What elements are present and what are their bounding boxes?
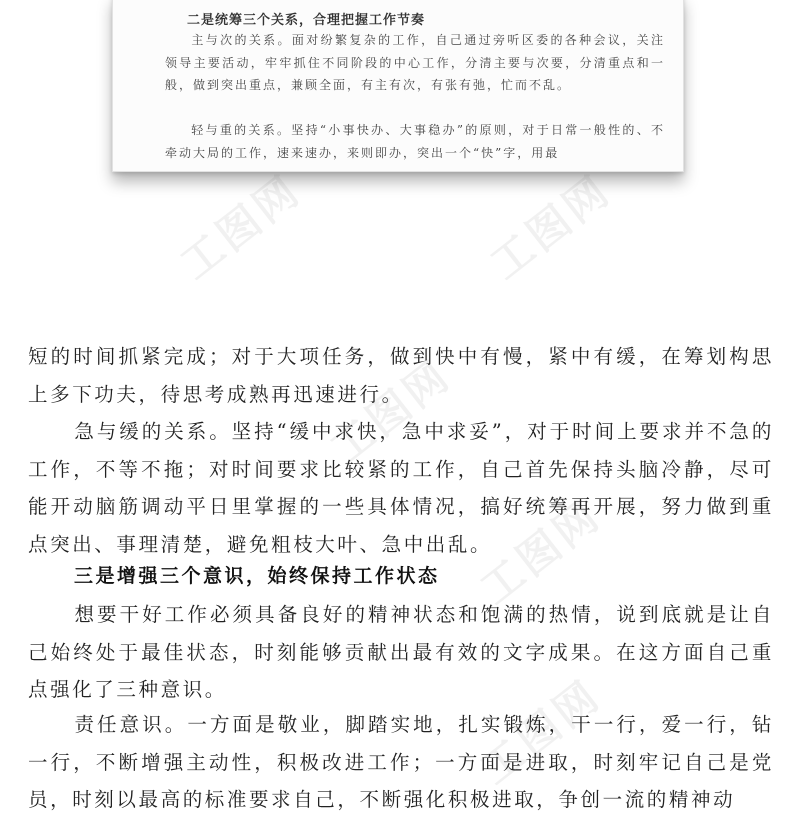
card-paragraph	[165, 119, 665, 164]
watermark: 工图网	[321, 350, 461, 474]
section-heading: 三是增强三个意识，始终保持工作状态	[74, 565, 440, 587]
body-paragraph-text: 急与缓的关系。坚持“缓中求快，急中求妥”，对于时间上要求并不急的工作，不等不拖；对时间要求比较紧的工作，自己首先保持头脑冷静，尽可能开动脑筋调动平日里掌握的一些具体情况，搞好统筹再开展，努力做到重点突出、事理清楚，避免粗枝大叶、急中出乱。	[28, 420, 774, 556]
card-paragraph-text: 主与次的关系。面对纷繁复杂的工作，自己通过旁听区委的各种会议，关注领导主要活动，牢牢抓住不同阶段的中心工作，分清主要与次要，分清重点和一般，做到突出重点，兼顾全面，有主有次，有张有弛，忙而不乱。	[165, 33, 665, 92]
page-preview-card	[112, 0, 684, 172]
watermark: 工图网	[471, 670, 611, 794]
card-paragraph	[165, 29, 665, 97]
body-paragraph	[28, 596, 774, 709]
body-paragraph	[28, 413, 774, 563]
watermark: 工图网	[481, 165, 621, 289]
body-paragraph-text: 想要干好工作必须具备良好的精神状态和饱满的热情，说到底就是让自己始终处于最佳状态，时刻能够贡献出最有效的文字成果。在这方面自己重点强化了三种意识。	[28, 603, 774, 701]
body-paragraph-text: 责任意识。一方面是敬业，脚踏实地，扎实锻炼，干一行，爱一行，钻一行，不断增强主动性，积极改进工作；一方面是进取，时刻牢记自己是党员，时刻以最高的标准要求自己，不断强化积极进取，争创一流的精神动	[28, 713, 774, 811]
watermark: 工图网	[471, 490, 611, 614]
card-paragraph-text: 轻与重的关系。坚持“小事快办、大事稳办”的原则，对于日常一般性的、不牵动大局的工作，速来速办，来则即办，突出一个“快”字，用最	[165, 123, 665, 160]
card-section-heading: 二是统筹三个关系，合理把握工作节奏	[187, 13, 426, 28]
body-paragraph	[28, 706, 774, 819]
watermark: 工图网	[171, 165, 311, 289]
body-paragraph: 短的时间抓紧完成；对于大项任务，做到快中有慢，紧中有缓，在筹划构思上多下功夫，待思考成熟再迅速进行。	[28, 345, 774, 406]
